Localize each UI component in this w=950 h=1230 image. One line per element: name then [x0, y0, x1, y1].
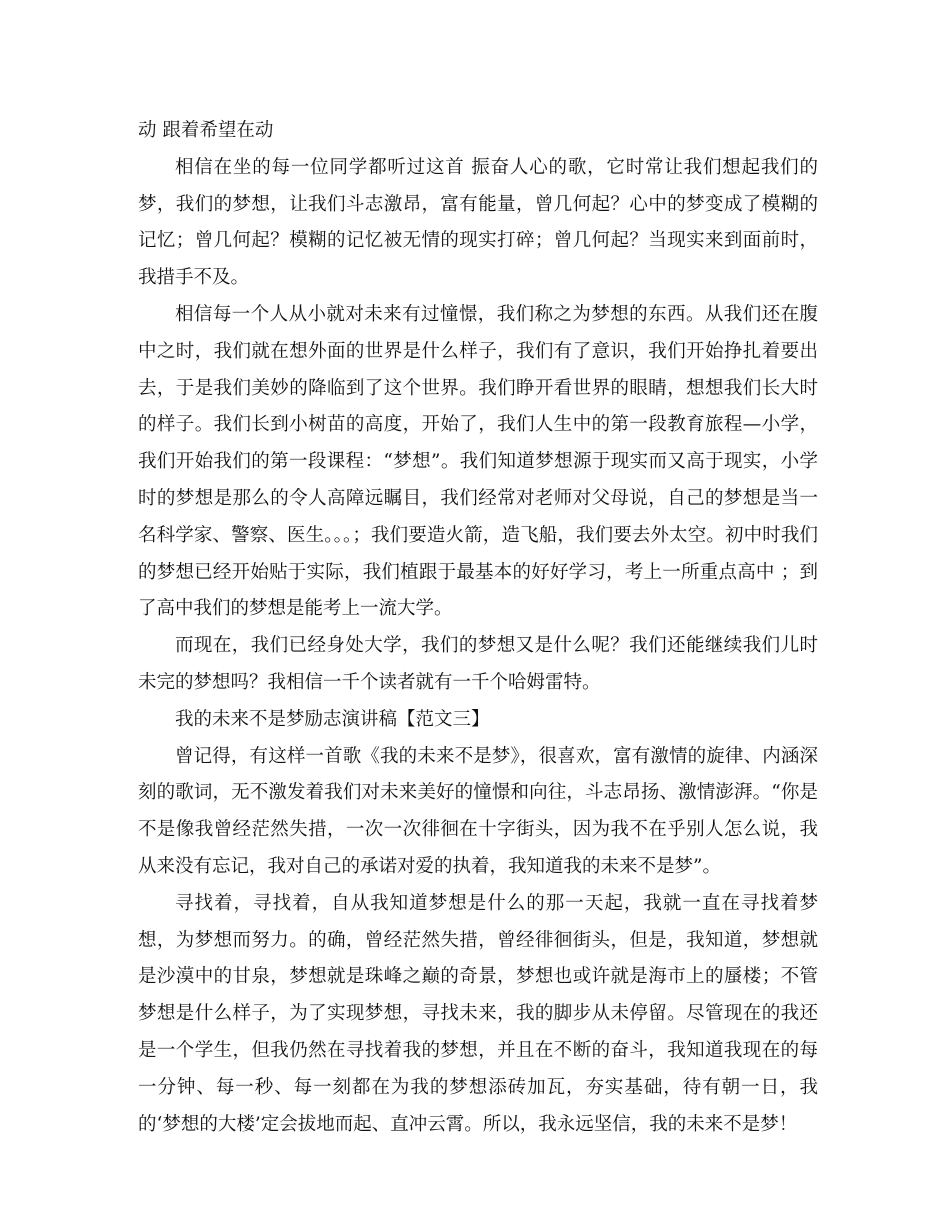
section-heading: 我的未来不是梦励志演讲稿【范文三】 [175, 708, 490, 730]
paragraph: 寻找着，寻找着，自从我知道梦想是什么的那一天起，我就一直在寻找着梦想，为梦想而努力。的确，曾经茫然失措，曾经徘徊街头，但是，我知道，梦想就是沙漠中的甘泉，梦想就是珠峰之巅的奇景，梦想也或许就是海市上的蜃楼；不管梦想是什么样子，为了实现梦想，寻找未来，我的脚步从未停留。尽管现在的我还是一个学生，但我仍然在寻找着我的梦想，并且在不断的奋斗，我知道我现在的每一分钟、每一秒、每一刻都在为我的梦想添砖加瓦，夯实基础，待有朝一日，我的‘梦想的大楼’定会拔地而起、直冲云霄。所以，我永远坚信，我的未来不是梦！ [138, 892, 818, 1135]
paragraph: 而现在，我们已经身处大学，我们的梦想又是什么呢？我们还能继续我们儿时未完的梦想吗？我相信一千个读者就有一千个哈姆雷特。 [138, 635, 818, 693]
document-body [138, 113, 818, 1143]
paragraph: 曾记得，有这样一首歌《我的未来不是梦》，很喜欢，富有激情的旋律、内涵深刻的歌词，无不激发着我们对未来美好的憧憬和向往，斗志昂扬、激情澎湃。“你是不是像我曾经茫然失措，一次一次徘徊在十字街头，因为我不在乎别人怎么说，我从来没有忘记，我对自己的承诺对爱的执着，我知道我的未来不是梦”。 [138, 745, 818, 877]
paragraph-continuation: 动 跟着希望在动 [138, 120, 274, 141]
paragraph: 相信在坐的每一位同学都听过这首 振奋人心的歌，它时常让我们想起我们的梦，我们的梦想，让我们斗志激昂，富有能量，曾几何起？心中的梦变成了模糊的记忆；曾几何起？模糊的记忆被无情的现实打碎；曾几何起？当现实来到面前时，我措手不及。 [138, 156, 818, 289]
paragraph: 相信每一个人从小就对未来有过憧憬，我们称之为梦想的东西。从我们还在腹中之时，我们就在想外面的世界是什么样子，我们有了意识，我们开始挣扎着要出去，于是我们美妙的降临到了这个世界。我们睁开看世界的眼睛，想想我们长大时的样子。我们长到小树苗的高度，开始了，我们人生中的第一段教育旅程—小学，我们开始我们的第一段课程：“梦想”。我们知道梦想源于现实而又高于现实，小学时的梦想是那么的令人高障远瞩目，我们经常对老师对父母说，自己的梦想是当一名科学家、警察、医生。。。；我们要造火箭，造飞船，我们要去外太空。初中时我们的梦想已经开始贴于实际，我们植跟于最基本的好好学习，考上一所重点高中 ；到了高中我们的梦想是能考上一流大学。 [138, 303, 818, 620]
